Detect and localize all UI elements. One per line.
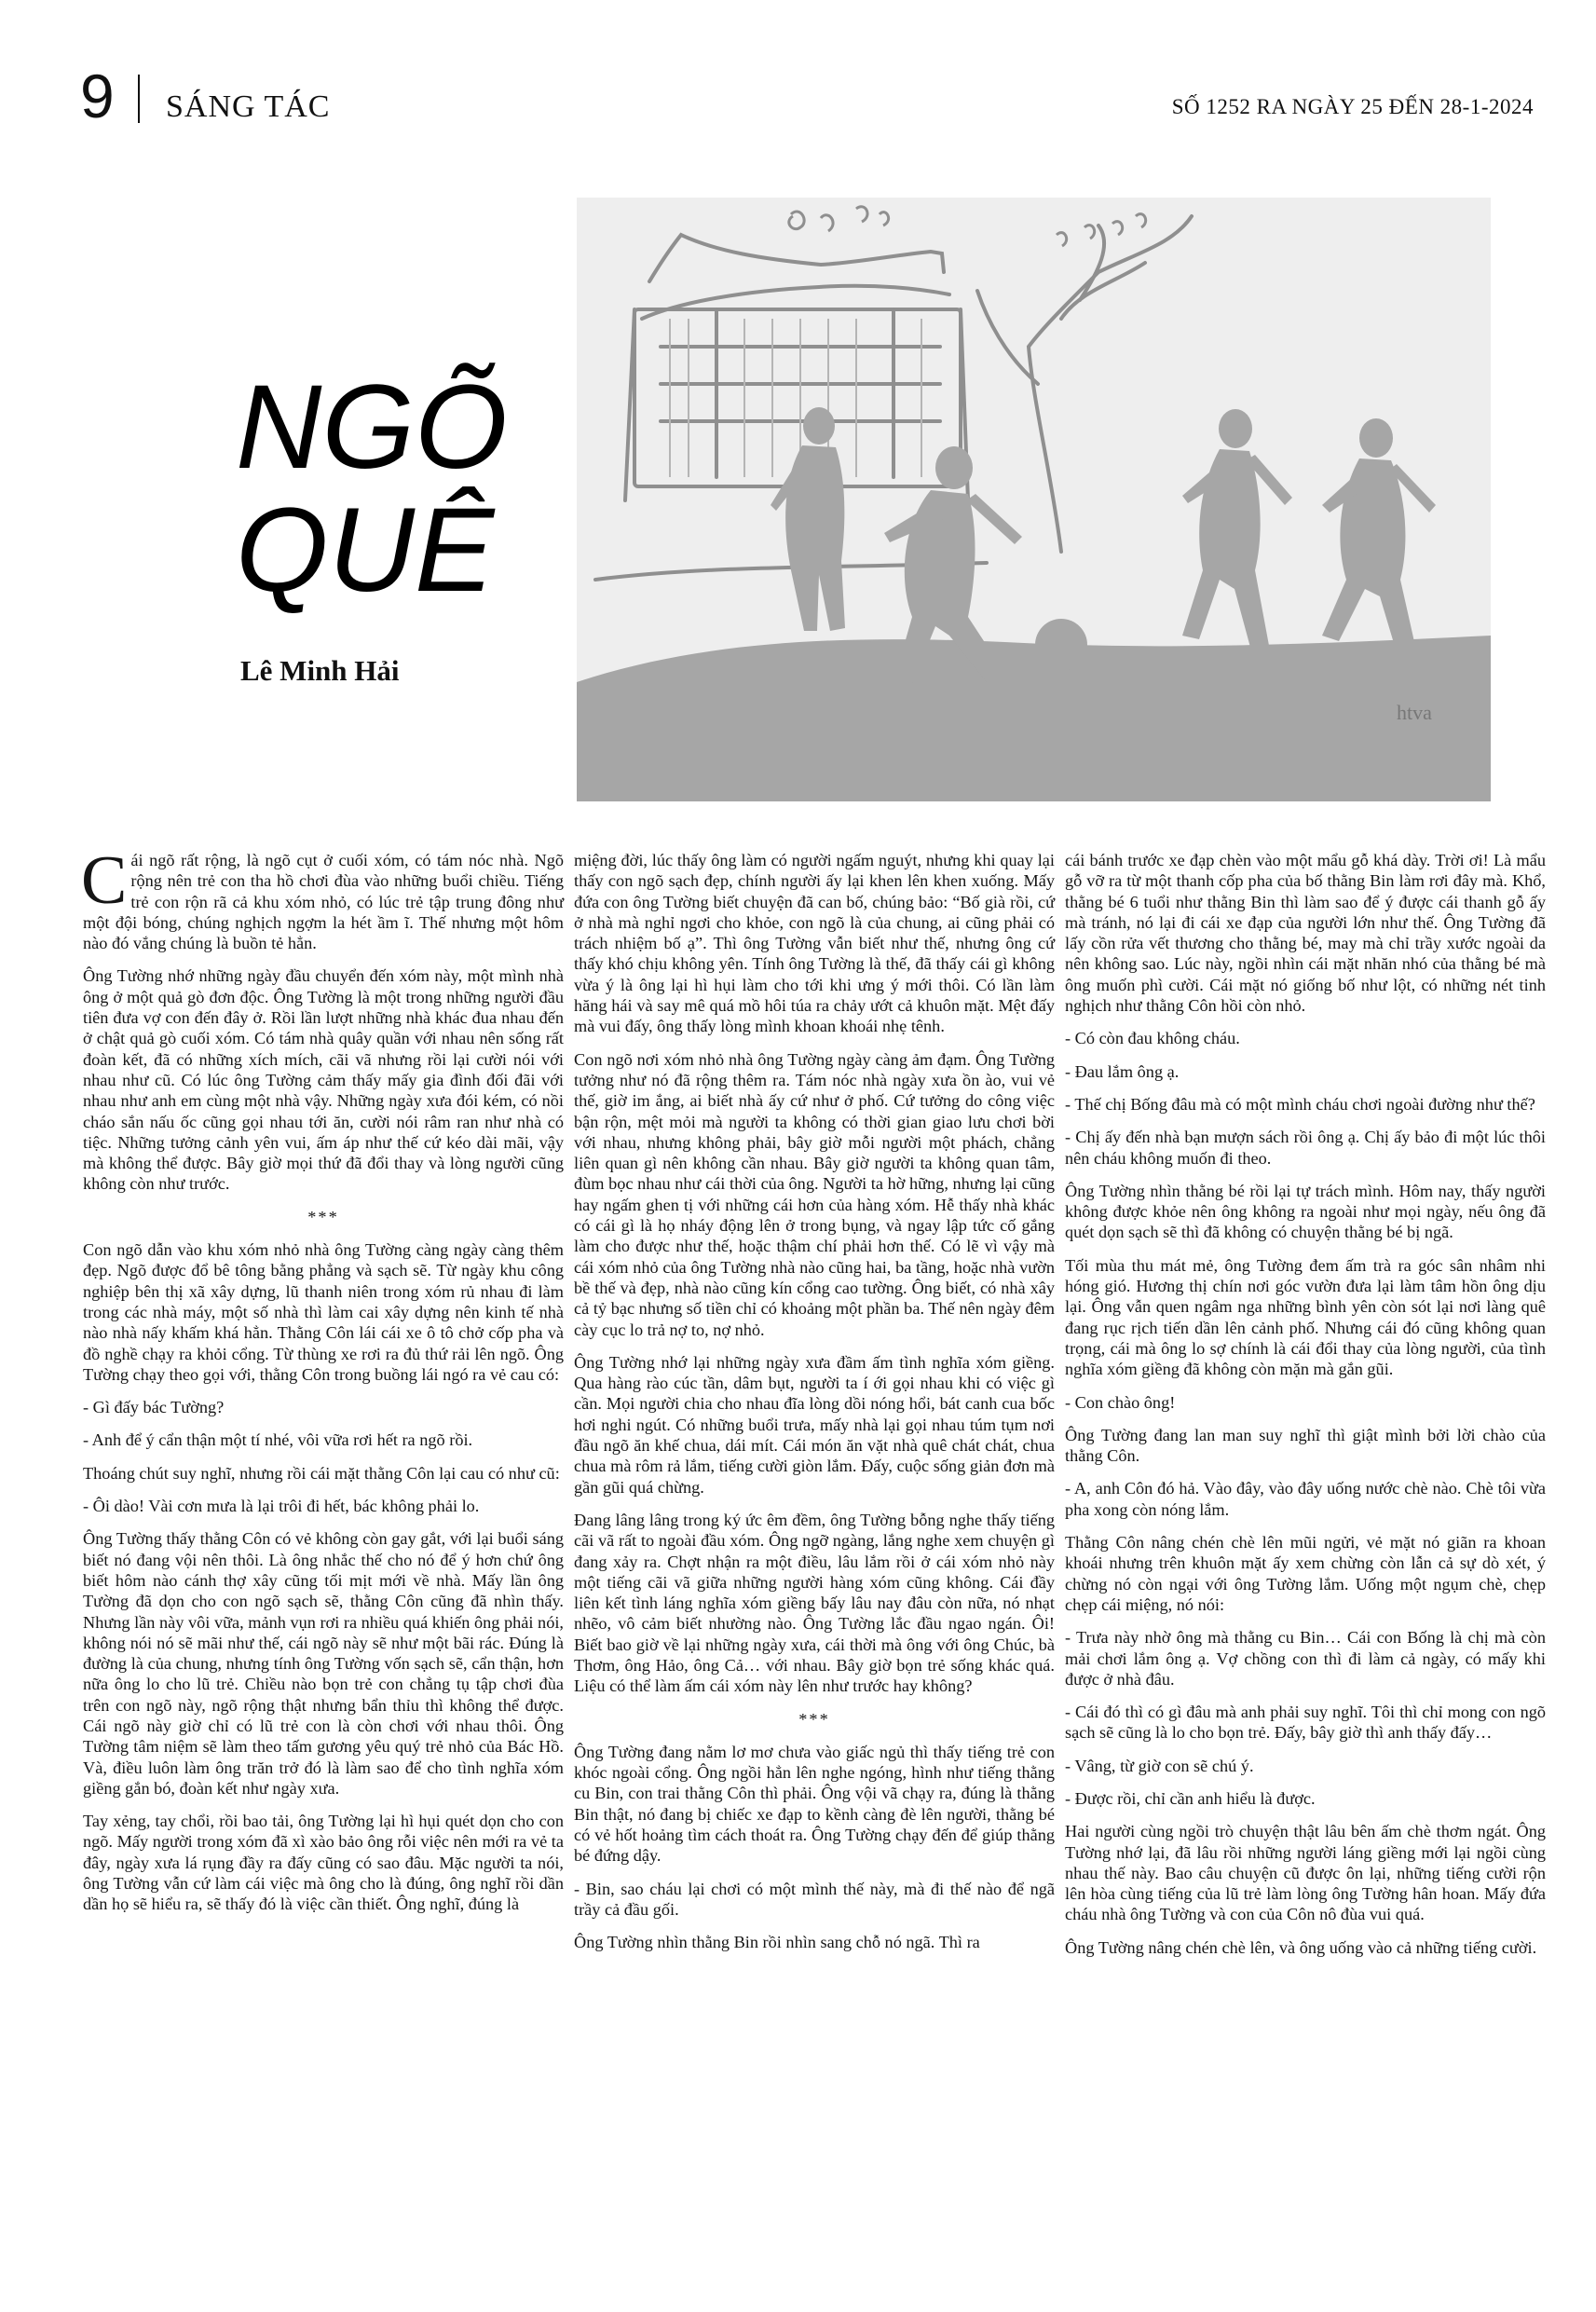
paragraph: Con ngõ nơi xóm nhỏ nhà ông Tường ngày càng ảm đạm. Ông Tường tưởng như nó đã rộng thêm ra. Tám nóc nhà ngày xưa ồn ào, vui vẻ thế, giờ im ắng, ai biết nhà ấy cứ như ở phố. Cứ tưởng do công việc bận rộn, mệt mỏi mà người ta không có thời gian giao lưu chơi bời với nhau, nhưng không phải, bây giờ mỗi người một phách, chẳng liên quan gì nên không cần nhau. Bây giờ người ta không quan tâm, đùm bọc nhau như cái thời của ông. Người ta hờ hững, nhưng lại cũng hay ngấm ghen tị với những cái hơn của hàng xóm. Hễ thấy nhà khác có cái gì là họ nháy động lên ở trong bụng, và ngay lập tức cố gắng làm cho được như thế, hoặc thậm chí phải hơn thế. Có lẽ vì vậy mà cái xóm nhỏ của ông Tường nhà nào cũng hai, ba tầng, hoặc nhà vườn bề thế và đẹp, nhà nào cũng kín cổng cao tường. Ông biết, có nhà xây cả tỷ bạc nhưng số tiền chỉ có khoảng một phần ba. Thế nên ngày đêm cày cục lo trả nợ to, nợ nhỏ. xyxy=(574,1049,1055,1339)
header-divider xyxy=(138,75,140,123)
paragraph: - Con chào ông! xyxy=(1065,1392,1176,1412)
article-column-3 xyxy=(1065,850,1546,1970)
paragraph: miệng đời, lúc thấy ông làm có người ngấm nguýt, nhưng khi quay lại thấy con ngõ sạch đẹp, chính người ấy lại khen lên khen xuống. Mấy đứa con ông Tường biết chuyện đã can bố, chúng bảo: “Bố già rồi, cứ ở nhà mà nghỉ ngơi cho khỏe, con ngõ là của chung, ai cũng phải có trách nhiệm bố ạ”. Thì ông Tường vẫn biết như thế, nhưng ông cứ thấy khó chịu không yên. Tính ông Tường là thế, đã thấy cái gì không vừa ý là ông lại hì hụi làm cho tới khi ưng ý mới thôi. Có lần làm hăng hái và say mê quá mồ hôi túa ra chảy ướt cả khuôn mặt. Mệt đấy mà vui đấy, ông thấy lòng mình khoan khoái nhẹ tênh. xyxy=(574,851,1055,1036)
paragraph: - Có còn đau không cháu. xyxy=(1065,1029,1240,1048)
paragraph: Ông Tường đang lan man suy nghĩ thì giật mình bởi lời chào của thằng Côn. xyxy=(1065,1425,1546,1466)
illustration-children-playing-football xyxy=(577,198,1491,801)
football xyxy=(1035,619,1087,671)
paragraph: Cái ngõ rất rộng, là ngõ cụt ở cuối xóm, có tám nóc nhà. Ngõ rộng nên trẻ con tha hồ chơi đùa vào những buổi chiều. Tiếng trẻ con rộn rã cả khu xóm nhỏ, có lúc trẻ tập trung đông như một đội bóng, chúng nghịch ngợm la hét ầm ĩ. Thế nhưng một hôm nào đó vắng chúng là buồn tẻ hẳn. xyxy=(81,842,564,953)
paragraph: - Gì đấy bác Tường? xyxy=(83,1398,225,1417)
paragraph: Ông Tường đang nằm lơ mơ chưa vào giấc ngủ thì thấy tiếng trẻ con khóc ngoài cổng. Ông ngồi hẳn lên nghe ngóng, hình như tiếng thằng cu Bin, con trai thằng Côn thì phải. Ông vội vã chạy ra, đúng là thằng Bin thật, nó đang bị chiếc xe đạp to kềnh càng đè lên người, thằng bé có vẻ hốt hoảng tìm cách thoát ra. Ông Tường chạy đến để giúp thằng bé đứng dậy. xyxy=(574,1742,1055,1866)
paragraph: Ông Tường nhớ những ngày đầu chuyển đến xóm này, một mình nhà ông ở một quả gò đơn độc. Ông Tường là một trong những người đầu tiên đưa vợ con đến đây ở. Rồi lần lượt những nhà khác đua nhau đến ở chật quả gò cuối xóm. Có tám nhà quây quần với nhau nên sống rất đoàn kết, đã có những xích mích, cãi vã nhưng rồi lại cười nói với nhau như cũ. Có lúc ông Tường cảm thấy mấy gia đình đối đãi với nhau như anh em cùng một nhà vậy. Những ngày xưa đói kém, có nồi cháo sắn nấu ốc cũng gọi nhau tới ăn, cười nói râm ran như nhà có tiệc. Những tưởng cảnh yên vui, ấm áp như thế cứ kéo dài mãi, vậy mà không thể được. Bây giờ mọi thứ đã đổi thay và lòng người cũng không còn như trước. xyxy=(83,966,564,1194)
paragraph: - Được rồi, chỉ cần anh hiểu là được. xyxy=(1065,1788,1316,1808)
paragraph: Ông Tường nâng chén chè lên, và ông uống vào cả những tiếng cười. xyxy=(1065,1937,1537,1957)
paragraph: - Trưa này nhờ ông mà thằng cu Bin… Cái con Bống là chị mà còn mải chơi lắm ông ạ. Vợ chồng con thì đi làm cả ngày, có mấy khi được ở nhà đâu. xyxy=(1065,1628,1546,1689)
paragraph: cái bánh trước xe đạp chèn vào một mẩu gỗ khá dày. Trời ơi! Là mẩu gỗ vỡ ra từ một thanh cốp pha của bố thằng Bin làm rơi đây mà. Khổ, thằng bé 6 tuổi như thằng Bin thì làm sao để ý được cái thanh gỗ ấy mà tránh, nó lại đi cái xe đạp của người lớn như thế. Ông Tường đã lấy cồn rửa vết thương cho thằng bé, may mà chỉ trầy xước ngoài da nên không sao. Lúc này, ngồi nhìn cái mặt nhăn nhó của thằng bé mà ông muốn phì cười. Cái mặt nó giống bố như lột, có những nét tinh nghịch như thằng Côn hồi còn nhỏ. xyxy=(1065,851,1546,1016)
paragraph: Tay xẻng, tay chổi, rồi bao tải, ông Tường lại hì hụi quét dọn cho con ngõ. Mấy người trong xóm đã xì xào bảo ông rỗi việc nên mới ra vẻ ta đây, ngày xưa lá rụng đầy ra đấy cũng có sao đâu. Mặc người ta nói, ông Tường vẫn cứ làm cái việc mà ông cho là đúng, ông nghĩ rồi dần dần họ sẽ hiểu ra, sẽ thấy đó là việc cần thiết. Ông nghĩ, đúng là xyxy=(83,1812,564,1914)
paragraph: - A, anh Côn đó hả. Vào đây, vào đây uống nước chè nào. Chè tôi vừa pha xong còn nóng lắm. xyxy=(1065,1479,1546,1519)
paragraph: - Chị ấy đến nhà bạn mượn sách rồi ông ạ. Chị ấy bảo đi một lúc thôi nên cháu không muốn đi theo. xyxy=(1065,1128,1546,1168)
issue-info: SỐ 1252 RA NGÀY 25 ĐẾN 28-1-2024 xyxy=(1171,95,1534,118)
paragraph: Ông Tường thấy thằng Côn có vẻ không còn gay gắt, với lại buổi sáng biết nó đang vội nên thôi. Là ông nhắc thế cho nó để ý hơn chứ ông biết hôm nào cánh thợ xây cũng tối mịt mới về nhà. Mấy lần ông Tường đã dọn cho con ngõ sạch sẽ, thằng Côn cũng đã nhìn thấy. Nhưng lần này vôi vữa, mảnh vụn rơi ra nhiều quá khiến ông phải nói, không nói nó sẽ mãi như thế, cái ngõ này sẽ như một bãi rác. Đúng là đường là của chung, nhưng tính ông Tường vốn sạch sẽ, cẩn thận, hơn nữa ông lo cho lũ trẻ. Chiều nào bọn trẻ con chẳng tụ tập chơi đùa trên con ngõ này, ngõ rộng thật nhưng bẩn thỉu thì không thể được. Cái ngõ này giờ chỉ có lũ trẻ con là còn chơi với nhau thôi. Ông Tường tâm niệm sẽ làm theo tấm gương yêu quý trẻ nhỏ của Bác Hồ. Và, điều luôn làm ông trăn trở đó là làm sao để cho tình nghĩa xóm giềng gắn bó, đoàn kết như ngày xưa. xyxy=(83,1529,564,1798)
article-column-1 xyxy=(81,842,564,1927)
section-separator: *** xyxy=(307,1207,339,1226)
paragraph: - Cái đó thì có gì đâu mà anh phải suy nghĩ. Tôi thì chỉ mong con ngõ sạch sẽ cũng là lo cho bọn trẻ. Đấy, bây giờ thì anh thấy đấy… xyxy=(1065,1703,1546,1743)
paragraph: Thằng Côn nâng chén chè lên mũi ngửi, vẻ mặt nó giãn ra khoan khoái nhưng trên khuôn mặt ấy xem chừng còn lẫn cả sự dò xét, ý chừng nó còn ngại với ông Tường lắm. Uống một ngụm chè, chẹp chẹp cái miệng, nó nói: xyxy=(1065,1533,1546,1614)
paragraph: Ông Tường nhìn thằng bé rồi lại tự trách mình. Hôm nay, thấy người không được khỏe nên ông không ra ngoài như mọi ngày, nếu ông đã quét dọn sạch sẽ thì đã không có chuyện thằng bé bị ngã. xyxy=(1065,1181,1546,1242)
paragraph: - Thế chị Bống đâu mà có một mình cháu chơi ngoài đường như thế? xyxy=(1065,1094,1535,1114)
article-title xyxy=(236,361,508,617)
paragraph: Đang lâng lâng trong ký ức êm đềm, ông Tường bỗng nghe thấy tiếng cãi vã rất to ngoài đầu xóm. Ông ngỡ ngàng, lắng nghe xem chuyện gì đang xảy ra. Chợt nhận ra một điều, lâu lắm rồi ở cái xóm nhỏ này một tiếng cãi vã giữa những người hàng xóm cũng không. Cái đầy liên kết tình láng nghĩa xóm giềng bấy lâu nay đâu còn nữa, nó nhạt nhẽo, vô cảm biết nhường nào. Ông Tường lắc đầu ngao ngán. Ôi! Biết bao giờ về lại những ngày xưa, cái thời mà ông với ông Chúc, bà Thơm, ông Hảo, ông Cả… với nhau. Bây giờ bọn trẻ sống khác quá. Liệu có thể làm ấm cái xóm này lên như trước hay không? xyxy=(574,1510,1055,1696)
section-separator: *** xyxy=(798,1709,830,1729)
paragraph: - Vâng, từ giờ con sẽ chú ý. xyxy=(1065,1756,1254,1775)
artist-signature: htva xyxy=(1397,701,1432,724)
paragraph: Con ngõ dẫn vào khu xóm nhỏ nhà ông Tường càng ngày càng thêm đẹp. Ngõ được đổ bê tông bằng phẳng và sạch sẽ. Từ ngày khu công nghiệp bên thị xã xây dựng, lũ thanh niên trong xóm rủ nhau đi làm trong các nhà máy, một số nhà thì làm cai xây dựng nên kinh tế nhà nào nhà nấy khấm khá hẳn. Thằng Côn lái cái xe ô tô chở cốp pha và đồ nghề chạy ra khỏi cổng. Từ thùng xe rơi ra đủ thứ rải lên ngõ. Ông Tường chạy theo gọi với, thằng Côn trong buồng lái ngó ra vẻ cau có: xyxy=(83,1240,564,1384)
paragraph: Ông Tường nhìn thằng Bin rồi nhìn sang chỗ nó ngã. Thì ra xyxy=(574,1933,980,1952)
paragraph: Ông Tường nhớ lại những ngày xưa đầm ấm tình nghĩa xóm giềng. Qua hàng rào cúc tần, dâm bụt, người ta í ới gọi nhau khi có việc gì cần. Mọi người chia cho nhau đĩa lòng dồi nóng hổi, bát canh cua bốc hơi nghi ngút. Có những buổi trưa, mấy nhà lại gọi nhau túm tụm nơi đầu ngõ ăn khế chua, dái mít. Cái món ăn vặt nhà quê chát chát, chua chua mà rôm rả lắm, tiếng cười giòn lắm. Đấy, cuộc sống giản đơn mà gần gũi quá chừng. xyxy=(574,1352,1055,1497)
title-line-2: QUÊ xyxy=(236,484,495,617)
ground xyxy=(577,636,1491,801)
paragraph: Tối mùa thu mát mẻ, ông Tường đem ấm trà ra góc sân nhâm nhi hóng gió. Hương thị chín nơi góc vườn đưa lại làm tâm hồn ông dịu lại. Ông vẫn quen ngâm nga những bình yên còn sót lại nơi làng quê đang rục rịch tiến dần lên cảnh phố. Nhưng cái đó cũng không quan trọng, cái mà ông lo sợ chính là cái đổi thay của lòng người, của tình nghĩa xóm giềng đã không còn mặn mà gắn gũi. xyxy=(1065,1255,1546,1379)
section-name: SÁNG TÁC xyxy=(166,89,331,124)
paragraph: Hai người cùng ngồi trò chuyện thật lâu bên ấm chè thơm ngát. Ông Tường nhớ lại, đã lâu rồi những người láng giềng mới lại ngồi cùng nhau thế này. Bao câu chuyện cũ được ôn lại, những tiếng cười rộn lên hòa cùng tiếng của lũ trẻ làm lòng ông Tường hân hoan. Mấy đứa cháu nhà ông Tường và con của Côn nô đùa vui quá. xyxy=(1065,1822,1546,1924)
article-author: Lê Minh Hải xyxy=(240,654,400,687)
page-header xyxy=(80,63,1534,138)
page-number: 9 xyxy=(80,62,115,130)
paragraph: Thoáng chút suy nghĩ, nhưng rồi cái mặt thằng Côn lại cau có như cũ: xyxy=(83,1463,560,1483)
paragraph: - Đau lắm ông ạ. xyxy=(1065,1061,1180,1081)
title-line-1: NGÕ xyxy=(236,361,508,494)
article-column-2 xyxy=(574,850,1055,1965)
paragraph: - Ôi dào! Vài cơn mưa là lại trôi đi hết, bác không phải lo. xyxy=(83,1497,480,1516)
paragraph: - Anh để ý cẩn thận một tí nhé, vôi vữa rơi hết ra ngõ rồi. xyxy=(83,1430,473,1450)
paragraph: - Bin, sao cháu lại chơi có một mình thế này, mà đi thế nào để ngã trầy cả đầu gối. xyxy=(574,1879,1055,1919)
